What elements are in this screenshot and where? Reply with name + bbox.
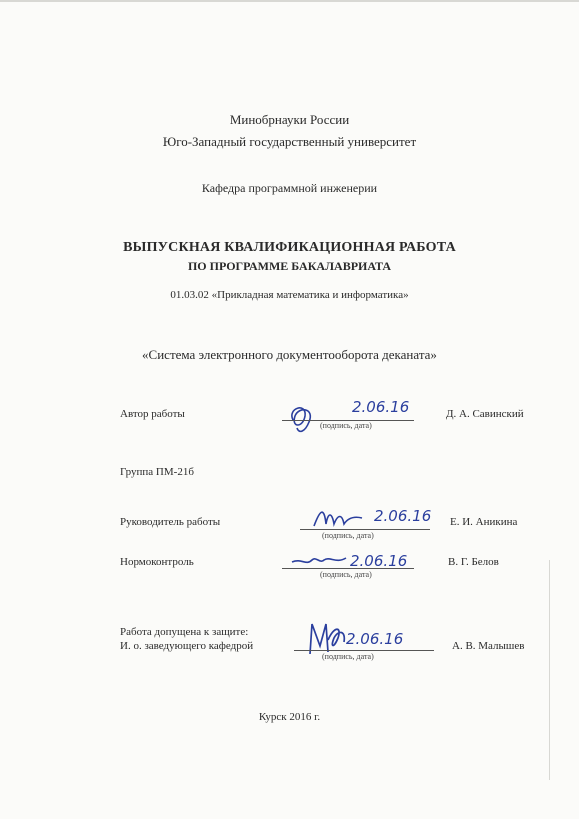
normcontrol-label: Нормоконтроль: [120, 556, 194, 568]
head-of-department-label: И. о. заведующего кафедрой: [120, 640, 254, 652]
work-subtitle: ПО ПРОГРАММЕ БАКАЛАВРИАТА: [187, 259, 392, 273]
normcontrol-caption: (подпись, дата): [320, 570, 372, 579]
author-caption: (подпись, дата): [320, 421, 372, 430]
department-line: Кафедра программной инженерии: [201, 181, 378, 195]
city-year: Курск 2016 г.: [258, 711, 321, 723]
supervisor-signature-line: [300, 529, 430, 530]
work-title: ВЫПУСКНАЯ КВАЛИФИКАЦИОННАЯ РАБОТА: [123, 240, 456, 255]
supervisor-label: Руководитель работы: [120, 516, 221, 528]
supervisor-name: Е. И. Аникина: [450, 516, 518, 528]
ministry-line: Минобрнауки России: [229, 112, 350, 127]
author-signature: [285, 398, 325, 438]
normcontrol-date: 2.06.16: [350, 552, 408, 570]
head-signature-line: [294, 650, 434, 651]
head-caption: (подпись, дата): [322, 652, 374, 661]
supervisor-date: 2.06.16: [374, 507, 432, 525]
specialty-line: 01.03.02 «Прикладная математика и информатика»: [170, 289, 409, 301]
head-name: А. В. Малышев: [452, 640, 525, 652]
university-line: Юго-Западный государственный университет: [162, 134, 417, 149]
head-date: 2.06.16: [346, 630, 404, 648]
topic-line: «Система электронного документооборота деканата»: [142, 347, 437, 362]
normcontrol-signature-line: [282, 568, 414, 569]
supervisor-caption: (подпись, дата): [322, 531, 374, 540]
admission-label: Работа допущена к защите:: [120, 626, 249, 638]
scan-border-top: [0, 0, 579, 2]
scan-border-right: [549, 560, 550, 780]
author-label: Автор работы: [120, 408, 185, 420]
author-date: 2.06.16: [352, 398, 410, 416]
author-name: Д. А. Савинский: [446, 408, 524, 420]
group-label: Группа ПМ-21б: [120, 466, 194, 478]
normcontrol-name: В. Г. Белов: [448, 556, 499, 568]
